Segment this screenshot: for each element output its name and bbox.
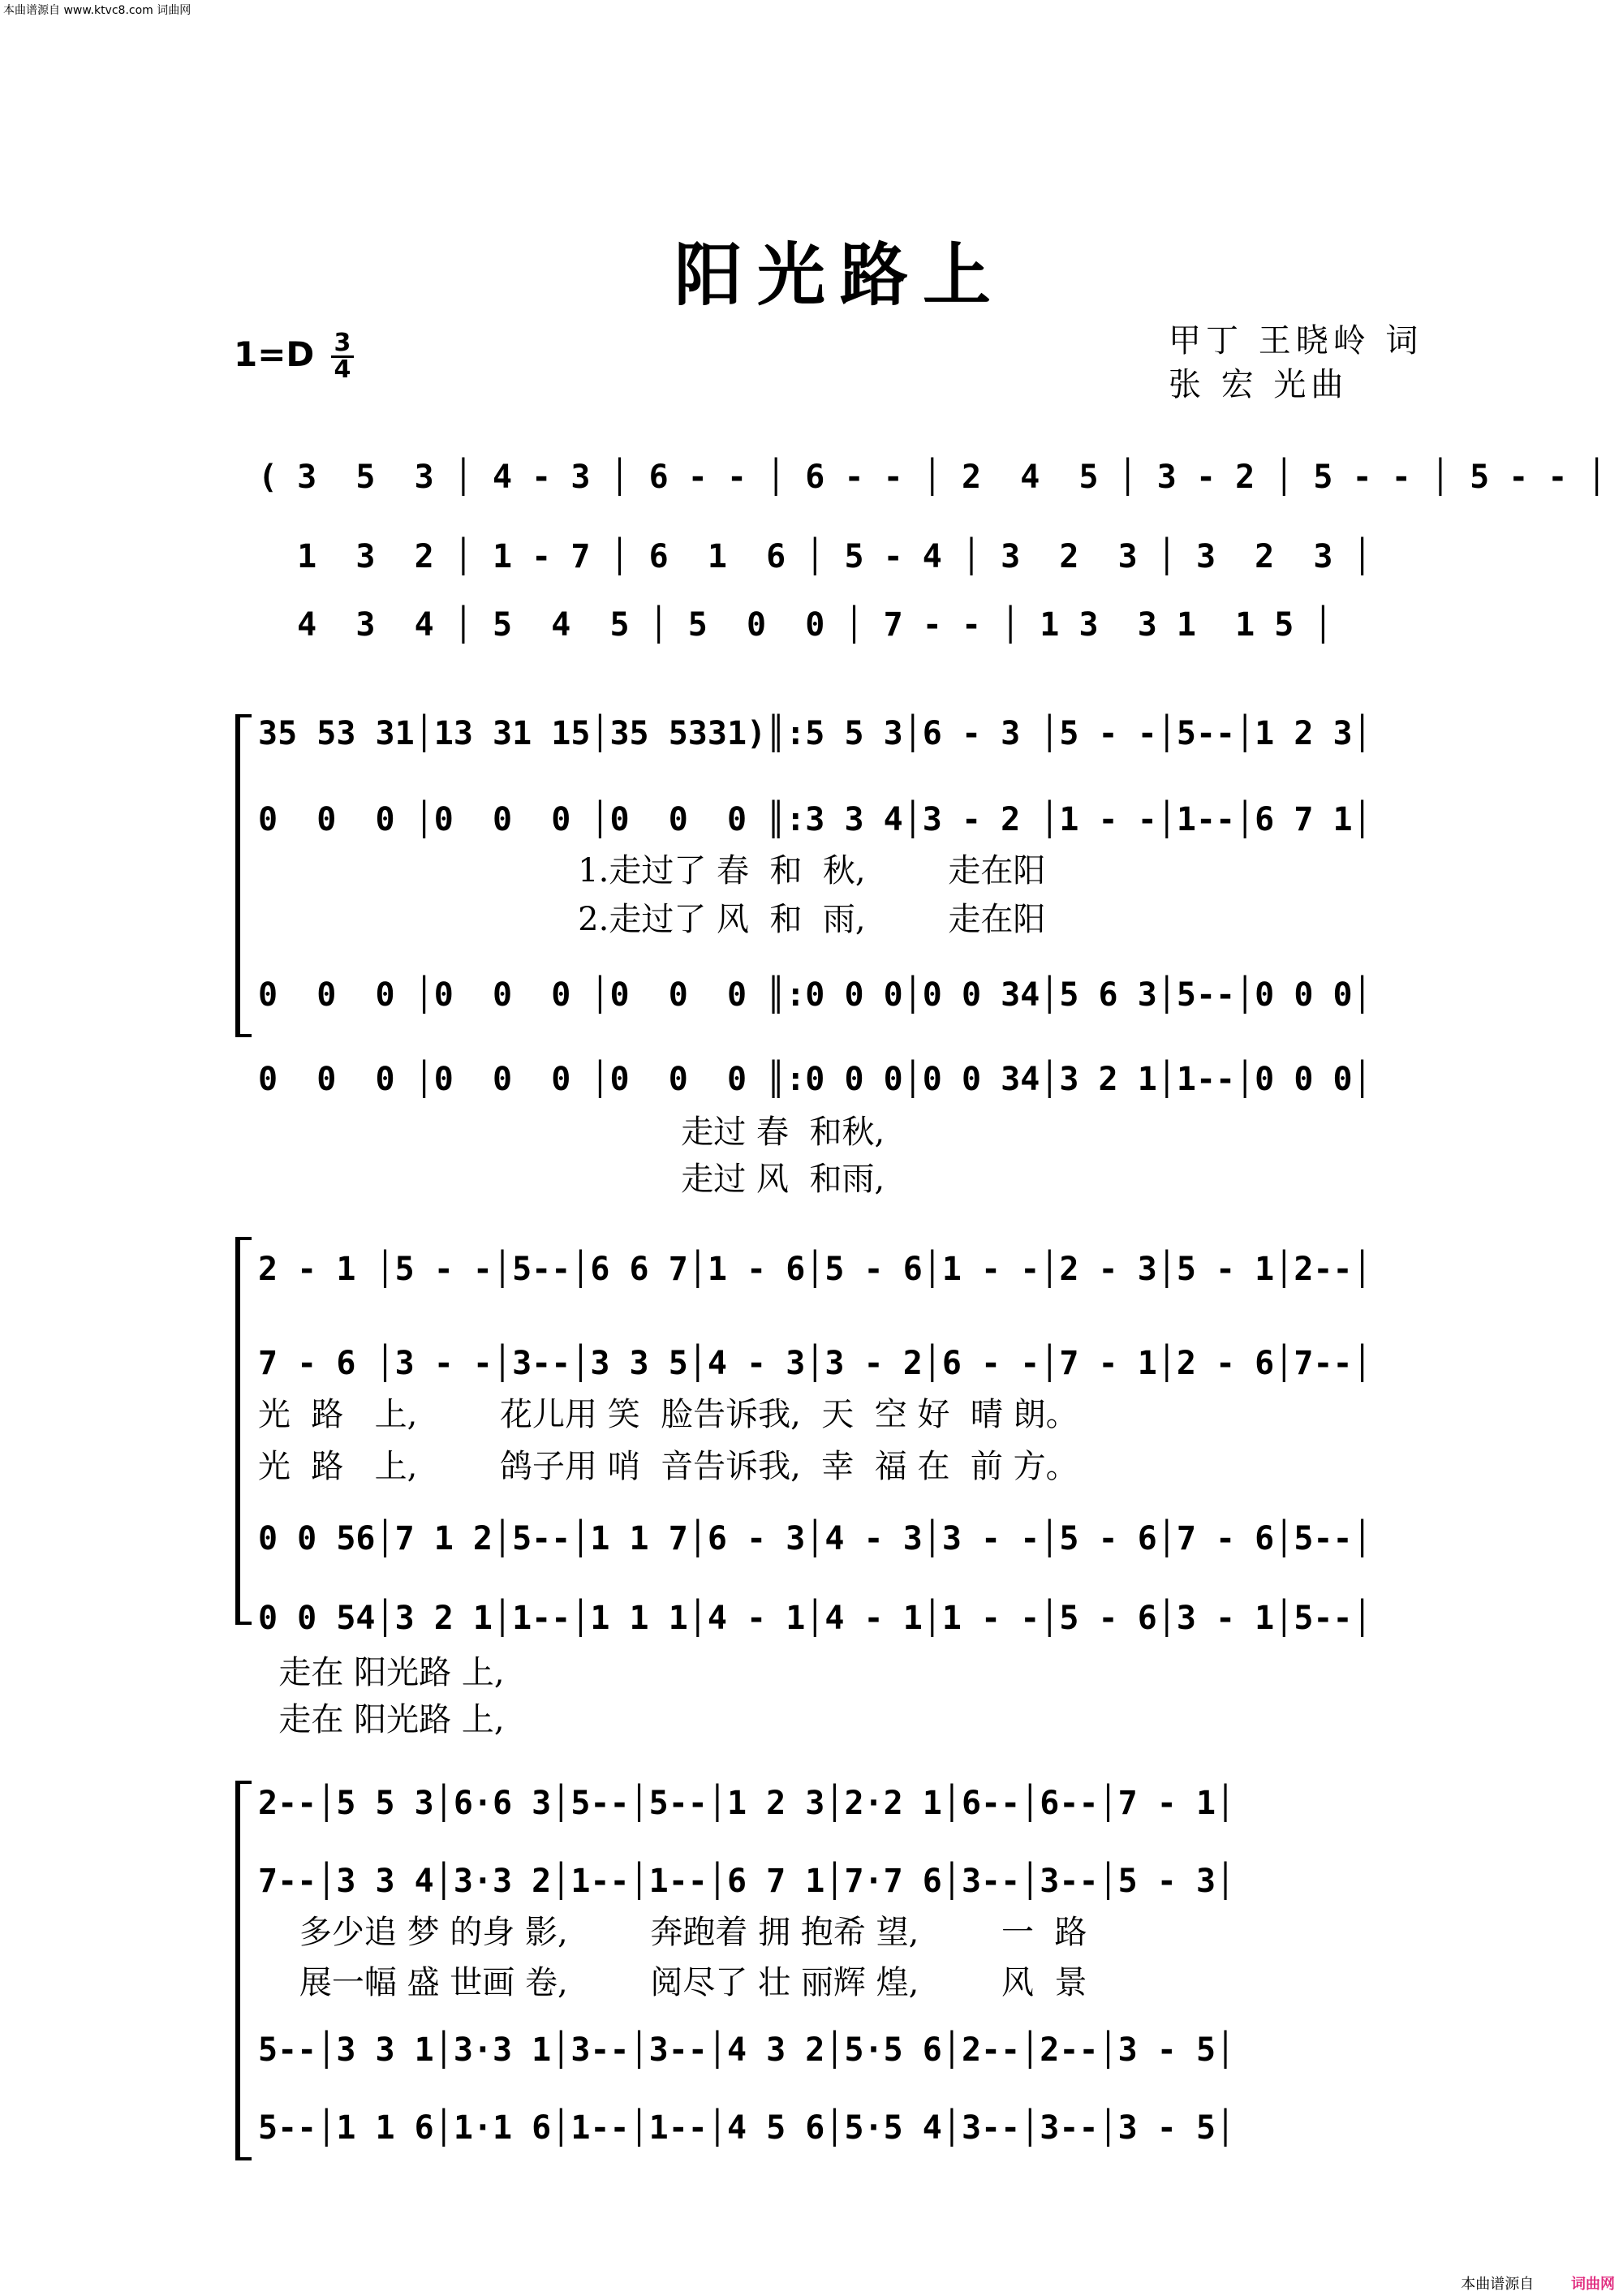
intro-line-3: 4 3 4 │ 5 4 5 │ 5 0 0 │ 7 - - │ 1 3 3 1 1 5 │ <box>258 606 1333 644</box>
lyricist-credit: 甲丁 王晓岭 词 <box>1169 322 1423 360</box>
system-2-tenor: 0 0 56│7 1 2│5--│1 1 7│6 - 3│4 - 3│3 - -│5 - 6│7 - 6│5--│ <box>258 1520 1372 1557</box>
system-2-alto: 7 - 6 │3 - -│3--│3 3 5│4 - 3│3 - 2│6 - -│7 - 1│2 - 6│7--│ <box>258 1345 1372 1382</box>
system-3-brace <box>235 1781 252 2160</box>
footer-site-logo: 词曲网 <box>1571 2276 1615 2293</box>
system-3-tenor: 5--│3 3 1│3·3 1│3--│3--│4 3 2│5·5 6│2--│2--│3 - 5│ <box>258 2031 1236 2069</box>
system-2-brace <box>235 1237 252 1625</box>
footer <box>1461 2272 1615 2294</box>
time-beats: 3 <box>334 329 351 357</box>
system-2-lyric-2: 光 路 上, 鸽子用 哨 音告诉我, 幸 福 在 前 方。 <box>258 1448 1078 1485</box>
time-unit: 4 <box>334 355 351 384</box>
system-3-bass: 5--│1 1 6│1·1 6│1--│1--│4 5 6│5·5 4│3--│3--│3 - 5│ <box>258 2109 1236 2147</box>
system-1-tenor: 0 0 0 │0 0 0 │0 0 0 ║:0 0 0│0 0 34│5 6 3│5--│0 0 0│ <box>258 976 1372 1014</box>
footer-source: 本曲谱源自 <box>1461 2276 1535 2293</box>
intro-line-1: ( 3 5 3 │ 4 - 3 │ 6 - - │ 6 - - │ 2 4 5 │ 3 - 2 │ 5 - - │ 5 - - │ <box>258 459 1607 496</box>
system-2-soprano: 2 - 1 │5 - -│5--│6 6 7│1 - 6│5 - 6│1 - -│2 - 3│5 - 1│2--│ <box>258 1251 1372 1288</box>
system-3-lyric-1: 多少追 梦 的身 影, 奔跑着 拥 抱希 望, 一 路 <box>258 1914 1087 1951</box>
system-1-lyric-4: 走过 风 和雨, <box>258 1161 885 1198</box>
intro-line-2: 1 3 2 │ 1 - 7 │ 6 1 6 │ 5 - 4 │ 3 2 3 │ 3 2 3 │ <box>258 538 1372 575</box>
system-3-alto: 7--│3 3 4│3·3 2│1--│1--│6 7 1│7·7 6│3--│3--│5 - 3│ <box>258 1863 1236 1900</box>
system-1-brace <box>235 714 252 1037</box>
system-1-lyric-1: 1.走过了 春 和 秋, 走在阳 <box>258 852 1046 890</box>
header-site-line: 本曲谱源自 www.ktvc8.com 词曲网 <box>3 4 192 17</box>
system-1-lyric-2: 2.走过了 风 和 雨, 走在阳 <box>258 901 1046 938</box>
system-1-bass: 0 0 0 │0 0 0 │0 0 0 ║:0 0 0│0 0 34│3 2 1│1--│0 0 0│ <box>258 1061 1372 1098</box>
system-2-lyric-1: 光 路 上, 花儿用 笑 脸告诉我, 天 空 好 晴 朗。 <box>258 1396 1078 1433</box>
system-1-soprano: 35 53 31│13 31 15│35 5331)║:5 5 3│6 - 3 │5 - -│5--│1 2 3│ <box>258 715 1372 752</box>
system-2-lyric-4: 走在 阳光路 上, <box>258 1701 505 1738</box>
key-label: 1=D <box>234 334 315 374</box>
song-title: 阳光路上 <box>674 235 1005 315</box>
composer-credit: 张 宏 光曲 <box>1169 366 1349 403</box>
system-2-lyric-3: 走在 阳光路 上, <box>258 1654 505 1691</box>
system-2-bass: 0 0 54│3 2 1│1--│1 1 1│4 - 1│4 - 1│1 - -│5 - 6│3 - 1│5--│ <box>258 1600 1372 1637</box>
key-signature <box>234 331 354 382</box>
system-3-soprano: 2--│5 5 3│6·6 3│5--│5--│1 2 3│2·2 1│6--│6--│7 - 1│ <box>258 1785 1236 1822</box>
time-signature <box>331 331 354 382</box>
system-1-alto: 0 0 0 │0 0 0 │0 0 0 ║:3 3 4│3 - 2 │1 - -│1--│6 7 1│ <box>258 801 1372 838</box>
system-3-lyric-2: 展一幅 盛 世画 卷, 阅尽了 壮 丽辉 煌, 风 景 <box>258 1964 1087 2001</box>
system-1-lyric-3: 走过 春 和秋, <box>258 1114 885 1151</box>
